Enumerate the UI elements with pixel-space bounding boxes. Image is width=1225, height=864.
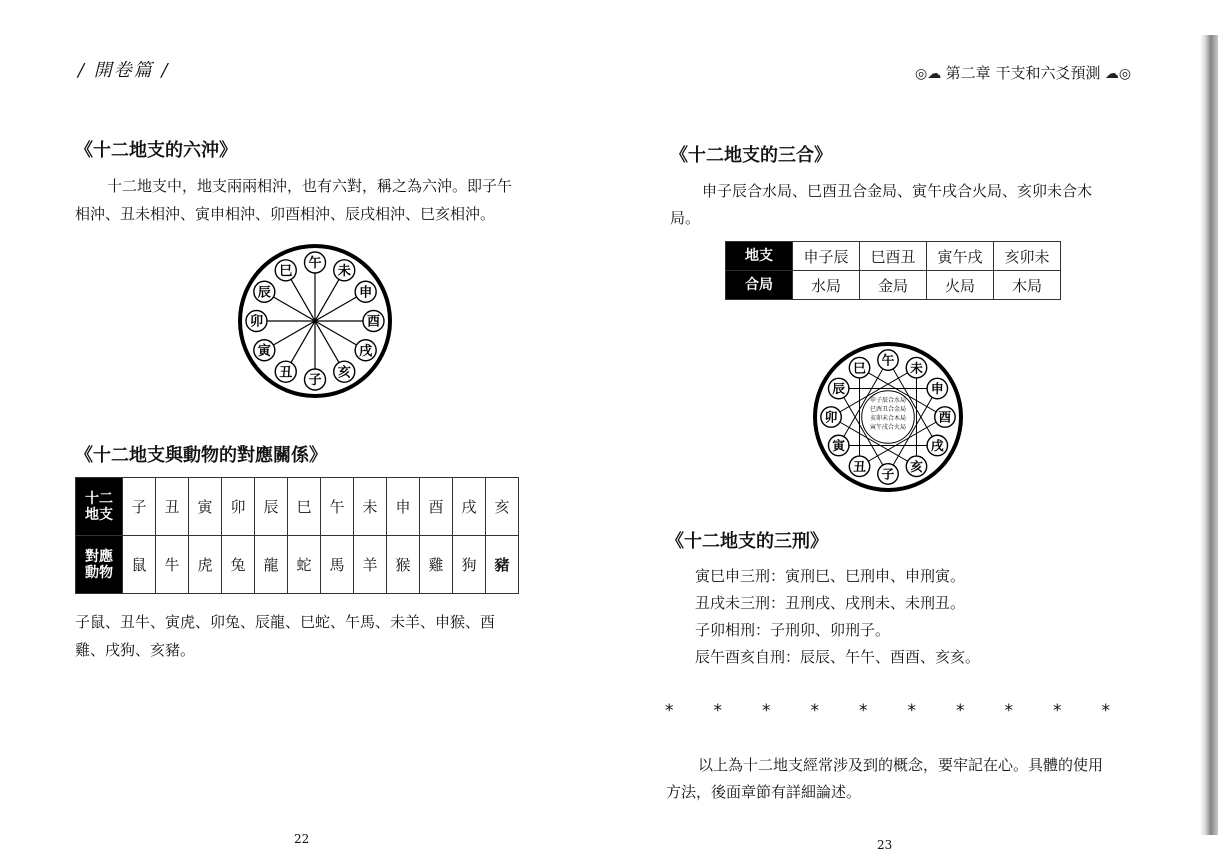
animal-cell: 鼠 [123,536,156,594]
group-cell: 亥卯未 [994,242,1061,271]
result-cell: 火局 [927,271,994,300]
branch-label: 巳 [279,264,293,280]
branch-label: 辰 [257,285,271,301]
star: * [762,701,771,721]
six-clashes-line-1: 十二地支中，地支兩兩相沖，也有六對，稱之為六沖。即子午 [107,177,513,195]
animal-cell: 猴 [387,536,420,594]
cloud-ornament-left-icon: ◎☁ [915,66,946,82]
group-cell: 寅午戌 [927,242,994,271]
list-item: 子卯相刑：子刑卯、卯刑子。 [695,621,891,639]
branch-label: 未 [337,264,351,280]
branch-label: 戌 [359,343,373,359]
list-item: 寅巳申三刑：寅刑巳、巳刑申、申刑寅。 [695,567,966,585]
result-cell: 金局 [860,271,927,300]
branch-cell: 亥 [486,478,519,536]
branch-label: 未 [910,361,923,377]
three-harmonies-table [725,241,1061,300]
section-title-three-harmonies: 《十二地支的三合》 [670,145,832,166]
branch-cell: 未 [354,478,387,536]
branch-label: 辰 [832,382,846,398]
table-row [76,478,519,536]
animal-cell: 羊 [354,536,387,594]
branch-label: 酉 [938,410,952,426]
section-title-six-clashes: 《十二地支的六沖》 [75,140,237,161]
branch-animals-line-2: 雞、戌狗、亥豬。 [75,641,196,659]
star: * [907,701,916,721]
branch-cell: 巳 [288,478,321,536]
result-cell: 水局 [793,271,860,300]
branch-label: 戌 [930,439,944,455]
star-divider [665,701,1150,721]
star: * [859,701,868,721]
wheel-center-text: 申子辰合水局 [869,397,907,404]
wheel-center-text: 寅午戌合火局 [869,424,907,431]
branch-cell: 申 [387,478,420,536]
branch-label: 申 [930,382,944,398]
table-row [76,536,519,594]
table-header-cell: 合局 [726,271,793,300]
table-row [726,242,1061,271]
branch-label: 亥 [910,459,923,475]
branch-cell: 卯 [222,478,255,536]
star: * [1101,701,1110,721]
three-punishments-list [695,563,980,671]
section-title-branch-animals: 《十二地支與動物的對應關係》 [75,445,327,466]
chapter-title: 第二章 干支和六爻預測 [945,64,1101,82]
branch-label: 子 [308,373,322,389]
branch-label: 寅 [257,343,271,359]
running-header-left: / 開卷篇 / [78,60,170,81]
animal-cell: 牛 [156,536,189,594]
branch-label: 酉 [366,314,381,330]
six-clashes-line-2: 相沖、丑未相沖、寅申相沖、卯酉相沖、辰戌相沖、巳亥相沖。 [75,205,496,223]
star: * [810,701,819,721]
table-header-cell: 對應 動物 [76,536,123,594]
branch-label: 巳 [853,361,866,377]
animal-cell: 雞 [420,536,453,594]
closing-line-1: 以上為十二地支經常涉及到的概念，要牢記在心。具體的使用 [698,756,1104,774]
result-cell: 木局 [994,271,1061,300]
book-spine-shadow [1200,35,1218,835]
running-header-right [915,62,1131,83]
star: * [665,701,674,721]
wheel-center-text: 巳酉丑合金局 [869,406,907,413]
three-harmonies-line-2: 局。 [670,209,701,227]
animal-cell: 蛇 [288,536,321,594]
branch-label: 申 [359,285,373,301]
cloud-ornament-right-icon: ☁◎ [1100,66,1132,82]
branch-cell: 子 [123,478,156,536]
branch-label: 亥 [337,365,351,381]
list-item: 辰午酉亥自刑：辰辰、午午、酉酉、亥亥。 [695,648,981,666]
branch-cell: 午 [321,478,354,536]
animal-cell: 龍 [255,536,288,594]
branch-label: 卯 [249,314,264,330]
section-title-three-punishments: 《十二地支的三刑》 [666,531,828,552]
branch-label: 丑 [279,365,293,381]
branch-label: 卯 [824,410,838,426]
branch-label: 丑 [853,459,866,475]
branch-animals-line-1: 子鼠、丑牛、寅虎、卯兔、辰龍、巳蛇、午馬、未羊、申猴、酉 [75,613,496,631]
star: * [713,701,722,721]
branch-label: 午 [881,353,895,369]
branch-cell: 寅 [189,478,222,536]
page-number-right: 23 [877,838,893,852]
list-item: 丑戌未三刑：丑刑戌、戌刑未、未刑丑。 [695,594,966,612]
branch-animal-table [75,477,519,594]
branch-label: 寅 [832,439,846,455]
closing-line-2: 方法，後面章節有詳細論述。 [666,783,862,801]
star: * [1004,701,1013,721]
animal-cell: 豬 [486,536,519,594]
animal-cell: 馬 [321,536,354,594]
group-cell: 巳酉丑 [860,242,927,271]
star: * [1053,701,1062,721]
page-number-left: 22 [294,832,310,846]
table-header-cell: 地支 [726,242,793,271]
star: * [956,701,965,721]
branch-cell: 辰 [255,478,288,536]
animal-cell: 虎 [189,536,222,594]
wheel-center-text: 亥卯未合木局 [869,415,907,422]
branch-cell: 丑 [156,478,189,536]
table-header-cell: 十二 地支 [76,478,123,536]
branch-cell: 戌 [453,478,486,536]
animal-cell: 狗 [453,536,486,594]
animal-cell: 兔 [222,536,255,594]
three-harmonies-wheel-diagram [812,341,964,493]
table-row [726,271,1061,300]
three-harmonies-line-1: 申子辰合水局、巳酉丑合金局、寅午戌合火局、亥卯未合木 [702,182,1093,200]
branch-cell: 酉 [420,478,453,536]
six-clashes-wheel-diagram [237,243,393,399]
branch-label: 午 [308,256,322,272]
branch-label: 子 [881,467,895,483]
group-cell: 申子辰 [793,242,860,271]
